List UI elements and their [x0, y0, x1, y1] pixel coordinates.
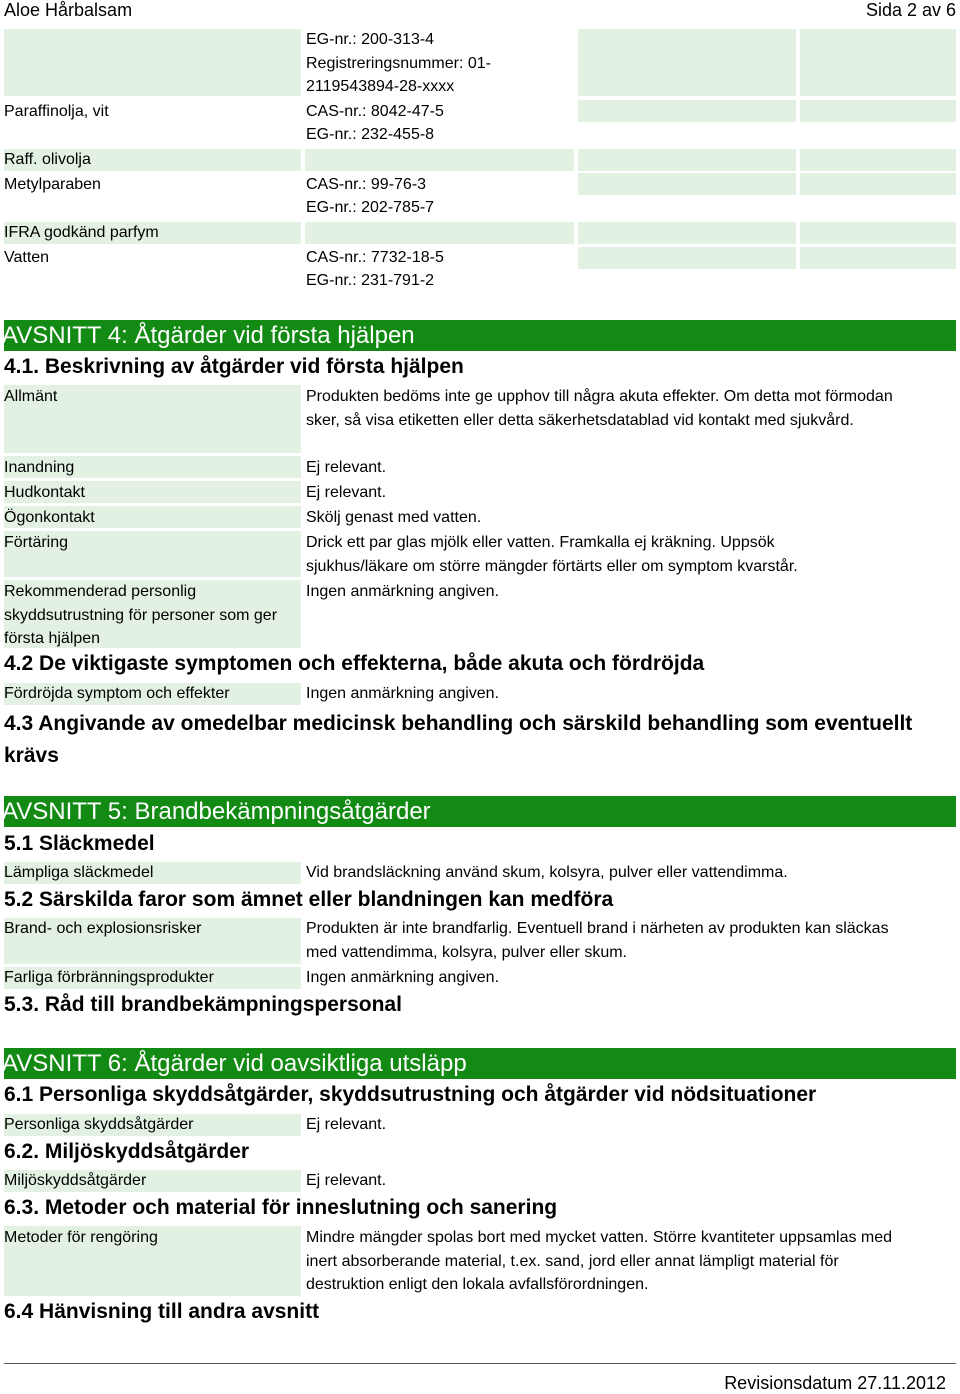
- value-fordrojda: Ingen anmärkning angiven.: [306, 685, 500, 702]
- value-inandning: Ej relevant.: [306, 459, 387, 476]
- substance-name: Raff. olivolja: [4, 151, 91, 168]
- row0-id-2: 2119543894-28-xxxx: [306, 78, 455, 95]
- row0-id-0: EG-nr.: 200-313-4: [306, 31, 435, 48]
- label-forbranningsprodukter: Farliga förbränningsprodukter: [4, 969, 214, 986]
- row3-id-0: CAS-nr.: 99-76-3: [306, 176, 427, 193]
- label-lampliga-slackmedel: Lämpliga släckmedel: [4, 864, 154, 881]
- value-hudkontakt: Ej relevant.: [306, 484, 387, 501]
- label-personliga-skyddsatgarder: Personliga skyddsåtgärder: [4, 1116, 194, 1133]
- subsection-4-3-title: 4.3 Angivande av omedelbar medicinsk behandling och särskild behandling som eventuellt krävs: [4, 712, 913, 767]
- page-number: Sida 2 av 6: [865, 0, 956, 20]
- value-forbranningsprodukter: Ingen anmärkning angiven.: [306, 969, 500, 986]
- label-brandrisker: Brand- och explosionsrisker: [4, 920, 202, 937]
- subsection-5-1-title: 5.1 Släckmedel: [4, 832, 155, 855]
- substance-name: Paraffinolja, vit: [4, 103, 109, 120]
- section-5-header: AVSNITT 5: Brandbekämpningsåtgärder: [4, 796, 956, 827]
- value-personliga-skyddsatgarder: Ej relevant.: [306, 1116, 387, 1133]
- footer-divider: [4, 1363, 956, 1364]
- substance-name: IFRA godkänd parfym: [4, 224, 159, 241]
- value-skyddsutrustning: Ingen anmärkning angiven.: [306, 583, 500, 600]
- value-metoder-rengoring: Mindre mängder spolas bort med mycket vatten. Större kvantiteter uppsamlas med inert absorberande material, t.ex. sand, jord eller annat lämpligt material för destruktion enligt den lokala avfallsförordningen.: [306, 1229, 893, 1293]
- section-6-header: AVSNITT 6: Åtgärder vid oavsiktliga utsläpp: [4, 1048, 956, 1079]
- label-ogonkontakt: Ögonkontakt: [4, 509, 95, 526]
- row0-id-1: Registreringsnummer: 01-: [306, 55, 491, 72]
- substance-name: Vatten: [4, 249, 50, 266]
- document-title: Aloe Hårbalsam: [4, 0, 133, 20]
- value-brandrisker: Produkten är inte brandfarlig. Eventuell brand i närheten av produkten kan släckas med vattendimma, kolsyra, pulver eller skum.: [306, 920, 889, 961]
- value-allmant: Produkten bedöms inte ge upphov till några akuta effekter. Om detta mot förmodan sker, så visa etiketten eller detta säkerhetsdatablad vid kontakt med sjukvård.: [306, 388, 893, 429]
- subsection-5-3-title: 5.3. Råd till brandbekämpningspersonal: [4, 993, 402, 1016]
- value-lampliga-slackmedel: Vid brandsläckning använd skum, kolsyra, pulver eller vattendimma.: [306, 864, 788, 881]
- value-fortaring: Drick ett par glas mjölk eller vatten. Framkalla ej kräkning. Uppsök sjukhus/läkare om större mängder förtärts eller om symptom kvarstår.: [306, 534, 798, 575]
- revision-date: Revisionsdatum 27.11.2012: [724, 1373, 946, 1393]
- subsection-4-1-title: 4.1. Beskrivning av åtgärder vid första hjälpen: [4, 355, 464, 378]
- row5-id-0: CAS-nr.: 7732-18-5: [306, 249, 444, 266]
- label-skyddsutrustning: Rekommenderad personlig skyddsutrustning för personer som ger första hjälpen: [4, 583, 278, 647]
- subsection-4-2-title: 4.2 De viktigaste symptomen och effekterna, både akuta och fördröjda: [4, 652, 705, 675]
- label-allmant: Allmänt: [4, 388, 58, 405]
- value-ogonkontakt: Skölj genast med vatten.: [306, 509, 482, 526]
- row1-id-0: CAS-nr.: 8042-47-5: [306, 103, 444, 120]
- row1-id-1: EG-nr.: 232-455-8: [306, 126, 435, 143]
- subsection-6-2-title: 6.2. Miljöskyddsåtgärder: [4, 1140, 250, 1163]
- label-inandning: Inandning: [4, 459, 75, 476]
- substance-name: Metylparaben: [4, 176, 101, 193]
- row5-id-1: EG-nr.: 231-791-2: [306, 272, 435, 289]
- label-fortaring: Förtäring: [4, 534, 69, 551]
- value-miljoskyddsatgarder: Ej relevant.: [306, 1172, 387, 1189]
- section-4-header: AVSNITT 4: Åtgärder vid första hjälpen: [4, 320, 956, 351]
- label-miljoskyddsatgarder: Miljöskyddsåtgärder: [4, 1172, 147, 1189]
- label-metoder-rengoring: Metoder för rengöring: [4, 1229, 158, 1246]
- label-hudkontakt: Hudkontakt: [4, 484, 85, 501]
- row3-id-1: EG-nr.: 202-785-7: [306, 199, 435, 216]
- subsection-5-2-title: 5.2 Särskilda faror som ämnet eller blandningen kan medföra: [4, 888, 614, 911]
- label-fordrojda: Fördröjda symptom och effekter: [4, 685, 230, 702]
- subsection-6-1-title: 6.1 Personliga skyddsåtgärder, skyddsutrustning och åtgärder vid nödsituationer: [4, 1083, 817, 1106]
- subsection-6-3-title: 6.3. Metoder och material för inneslutning och sanering: [4, 1196, 558, 1219]
- subsection-6-4-title: 6.4 Hänvisning till andra avsnitt: [4, 1300, 320, 1323]
